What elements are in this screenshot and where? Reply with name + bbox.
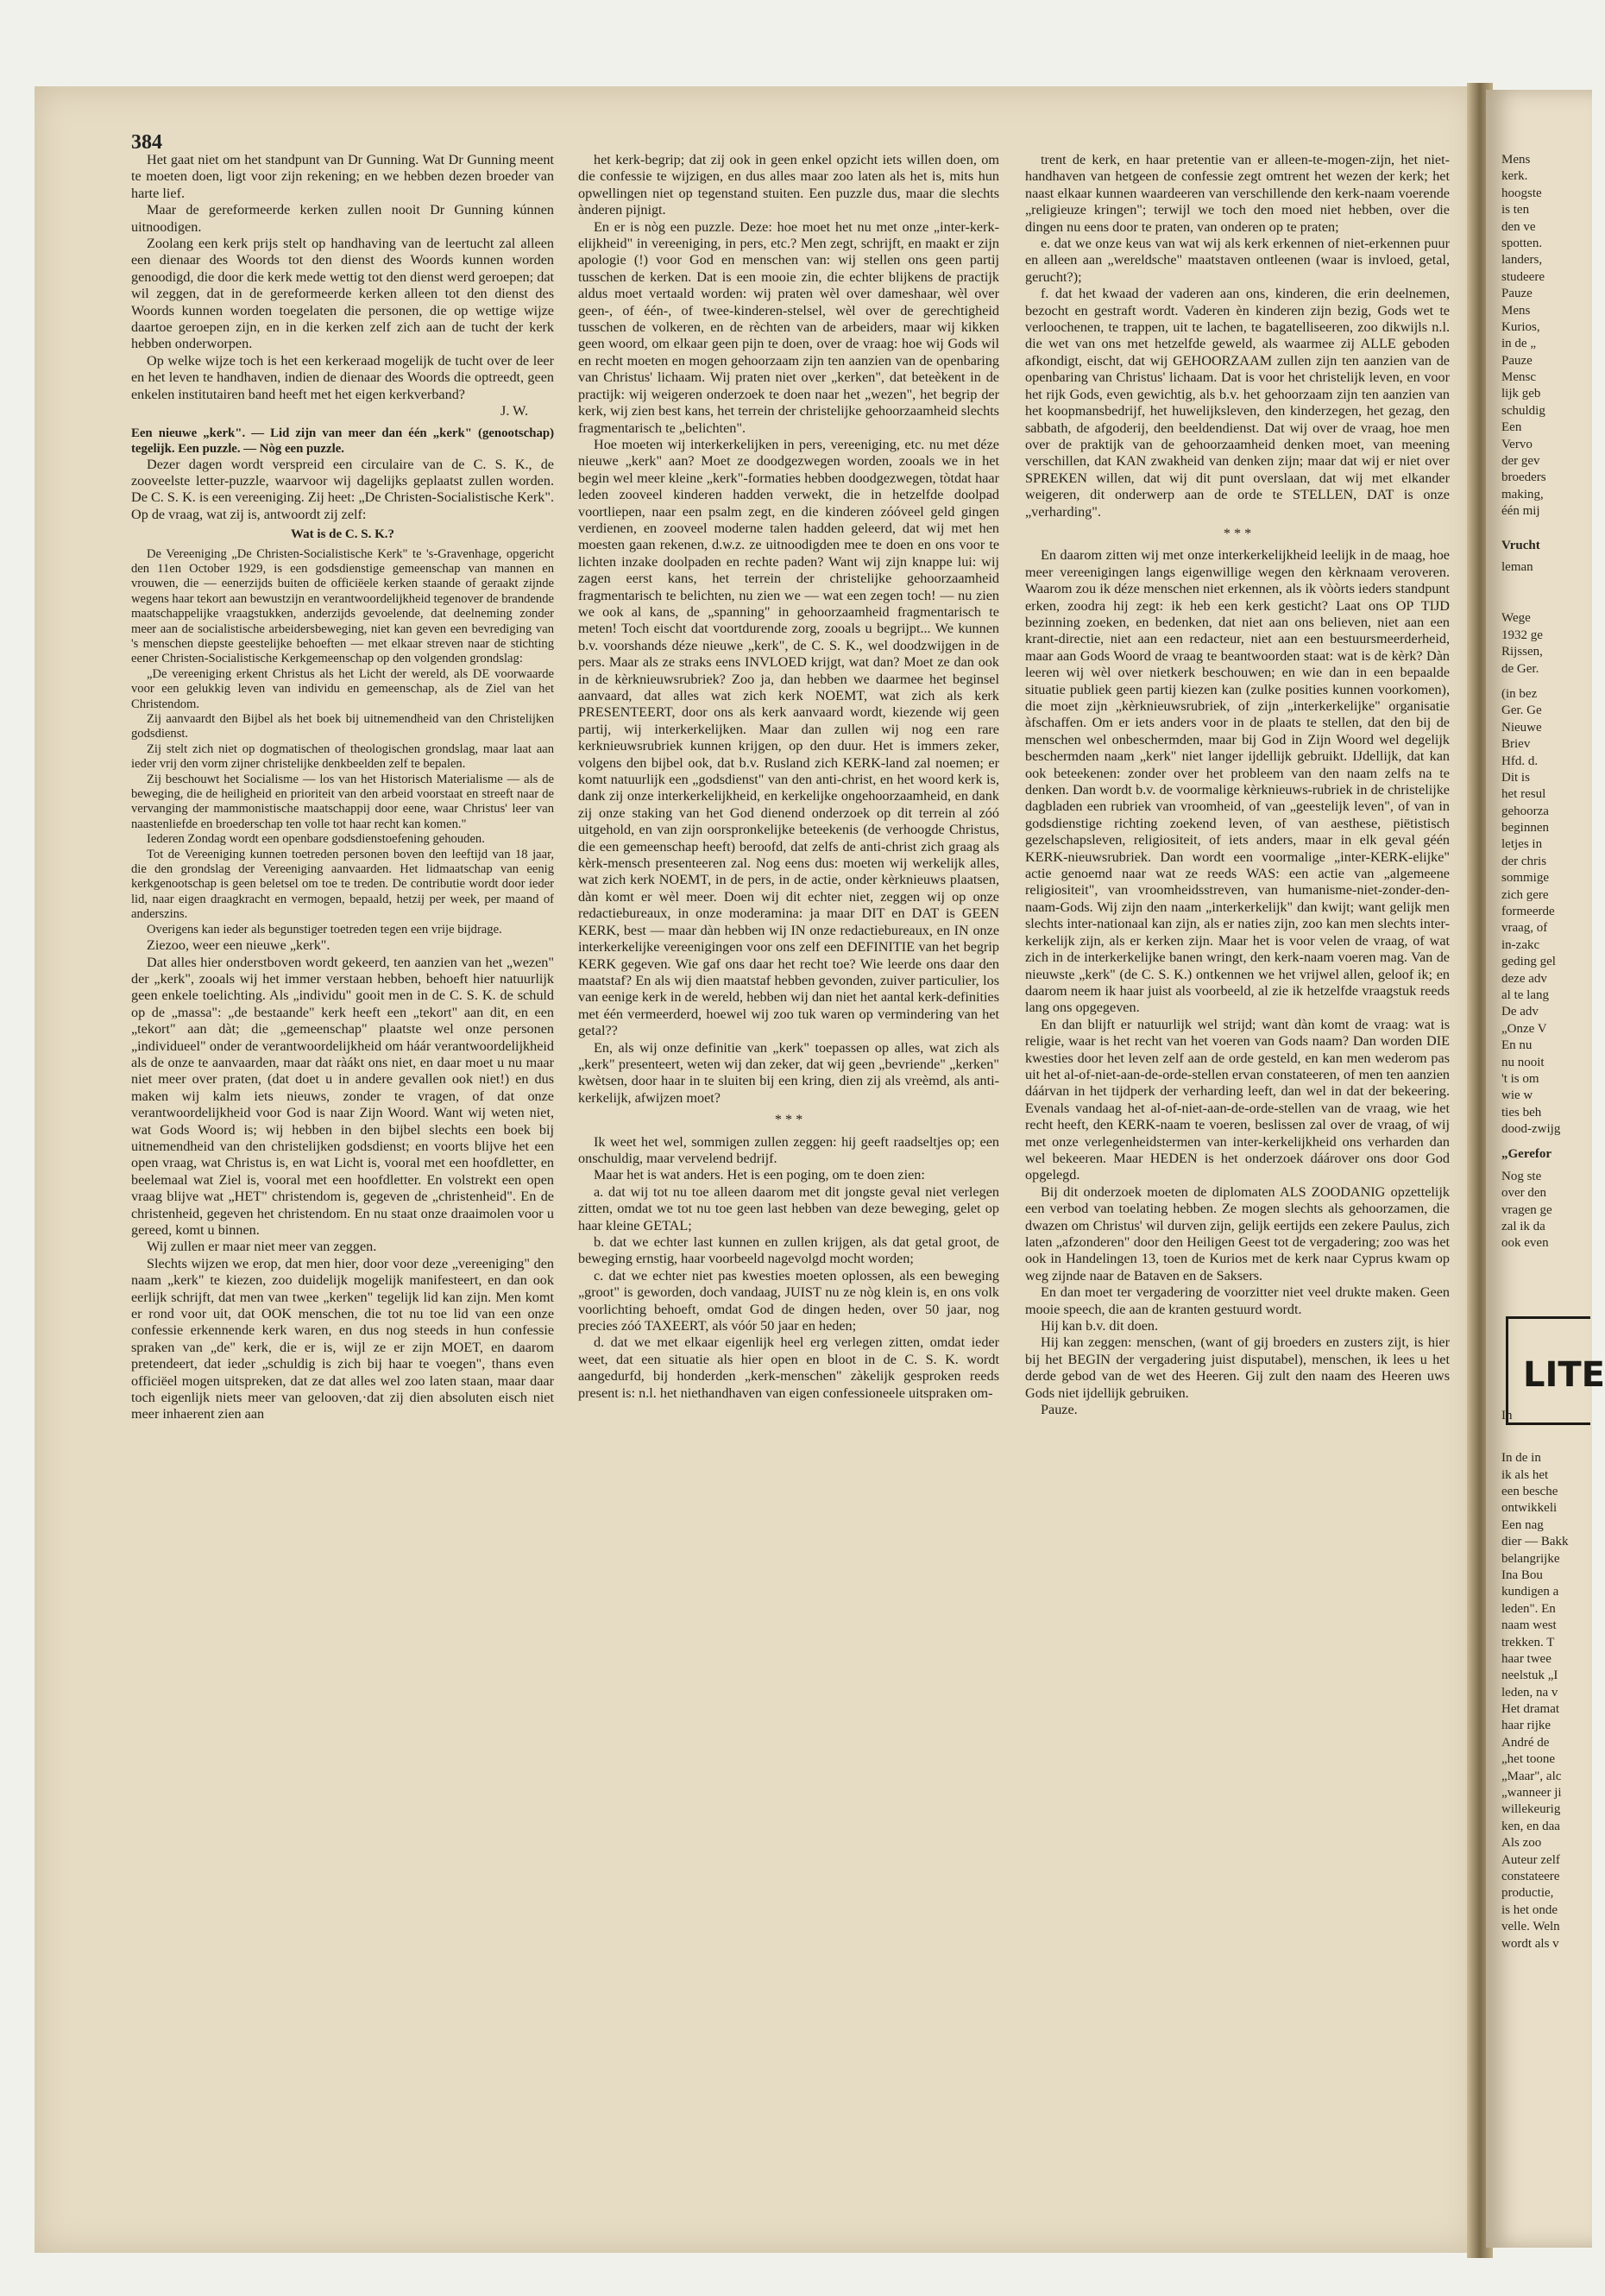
- next-page-line: spotten.: [1501, 236, 1543, 250]
- next-page-line: in de „: [1501, 337, 1536, 351]
- paragraph: Wij zullen er maar niet meer van zeggen.: [147, 1239, 377, 1255]
- next-page-line: 1932 ge: [1501, 628, 1543, 642]
- next-page-line: Het dramat: [1501, 1702, 1560, 1717]
- next-page-line: over den: [1501, 1186, 1547, 1201]
- column-1: [131, 152, 554, 2206]
- next-page-line: Ger. Ge: [1501, 703, 1542, 718]
- quote-paragraph: Zij beschouwt het Socialisme — los van het Historisch Materialisme — als de beweging, die de heiligheid en prioriteit van den arbeid voorstaat en streeft naar de vervanging der mammonistische maatschappij door eene, waar Christus' leer van naastenliefde en broederschap ten volle tot haar recht kan komen.": [131, 772, 554, 831]
- section-heading: Een nieuwe „kerk". — Lid zijn van meer dan één „kerk" (genootschap) tegelijk. Een puzzle. — Nòg een puzzle.: [131, 426, 554, 456]
- next-page-line: der chris: [1501, 854, 1547, 868]
- next-page-line: beginnen: [1501, 821, 1549, 836]
- next-page-line: Pauze: [1501, 287, 1533, 301]
- next-page-line: trekken. T: [1501, 1635, 1555, 1649]
- next-page-line: in-zakc: [1501, 937, 1540, 952]
- quote-paragraph: Zij aanvaardt den Bijbel als het boek bij uitnemendheid van den Christelijken godsdienst.: [131, 712, 554, 741]
- next-page-line: leman: [1501, 559, 1533, 574]
- next-page-line: zich gere: [1501, 887, 1549, 902]
- next-page-line: Mens: [1501, 153, 1531, 167]
- next-page-line: dood-zwijg: [1501, 1122, 1561, 1137]
- next-page-line: zal ik da: [1501, 1220, 1545, 1234]
- paragraph: Pauze.: [1041, 1402, 1078, 1418]
- paragraph: Slechts wijzen we erop, dat men hier, door voor deze „vereeniging" den naam „kerk" te kiezen, zoo duidelijk mogelijk manifesteert, en dan ook eerlijk schrijft, dat men van twee „kerken" tegelijk lid kan zijn. Men komt er rond voor uit, dat OOK menschen, die tot nu toe lid van een onze confessie erkennende kerk waren, en dus nog steeds in hun confessie spraken van „de" kerk, die er is, wijl ze er zijn MOET, en daarom pretendeert, dat ieder „schuldig is zich bij haar te voegen", thans even officiëel mogen uitspreken, dat ze dat alles wel zoo laten staan, maar daar toch eigenlijk niets meer van gelooven,·dat zij dien absoluten eisch niet meer inhaerent zien aan: [131, 1255, 554, 1422]
- paragraph: Hij kan b.v. dit doen.: [1041, 1318, 1159, 1334]
- next-page-line: schuldig: [1501, 403, 1545, 418]
- paragraph: Ik weet het wel, sommigen zullen zeggen: hij geeft raadseltjes op; een onschuldig, maar vervelend bedrijf.: [578, 1133, 999, 1166]
- paragraph: En daarom zitten wij met onze interkerkelijkheid leelijk in de maag, hoe meer vereenigingen langs eigenwillige wegen den kèrknaam veroveren. Waarom zou ik déze menschen niet erkennen, als ik vòòrts ieders standpunt erken, zoodra hij zegt: ik heb een kerk gesticht? Laat ons OP TIJD bezinning zoeken, en bedenken, dat niet aan ons believen, niet aan een krant-directie, niet aan een redacteur, niet aan een bestuursmeerderheid, maar aan Gods Woord de vraag te beantwoorden staat: wat is de kèrk? Dàn leeren wij wèl over nietkerk beschouwen; en wie dan in een bepaalde situatie publiek geen partij kiezen kan (zulke posities kunnen voorkomen), die moet zijn „kèrknieuwsrubriek, of zijn „interkerkelijke" organisatie àfschaffen. Om er iets anders voor in de plaats te stellen, dat den bij de menschen wel onbeschermden, maar bij God in Zijn Woord wel degelijk beschermden naam „kerk" niet langer ijdellijk gebruikt. IJdellijk, dat kan ook beteekenen: zonder over het probleem van den naam zelfs na te denken. Dan wordt b.v. de voormalige kèrknieuws-rubriek in de christelijke dagbladen een rubriek van vroomheid, of van „geestelijk leven", of van in godsdienstige richting zoekend leven, of van aesthese, piëtistisch gezelschapsleven, religiositeit, of iets anders, maar in elk geval géén KERK-nieuwsrubriek. Dan wordt een voormalige „inter-KERK-elijke" actie genoemd naar wat ze reeds WAS: een actie van „algemeene religiositeit", van vroomheidsstreven, van humanisme-niet-zonder-den-naam-Gods. Wij zijn den naam „interkerkelijk" dan kwijt; want gelijk men slechts inter-nationaal kan zijn, als er naties zijn, zoo kan men slechts inter-kerkelijk zijn, als er kerken zijn. Maar het is voor velen de vraag, of wat zich in de interkerkelijke banen wringt, den kerk-naam voeren mag. Van de nieuwste „kerk" (de C. S. K.) ontkennen we het vrijwel allen, geloof ik; en daarom neem ik haar juist als voorbeeld, al zie ik hetzelfde vraagstuk reeds lang ons opgegeven.: [1025, 547, 1450, 1016]
- paragraph: Zoolang een kerk prijs stelt op handhaving van de leertucht zal alleen een dienaar des Woords tot den dienst des Woords kunnen worden genoodigd, die door die kerk mede wettig tot den dienst werd geroepen; dat wil zeggen, dat in de gereformeerde kerken alleen tot den dienst des Woords kunnen worden toegelaten die personen, die op wettige wijze daartoe geroepen zijn, en in die kerken zelf zich aan de tucht der kerk hebben onderworpen.: [131, 236, 554, 352]
- next-page-line: ook even: [1501, 1236, 1549, 1251]
- next-page-line: hoogste: [1501, 186, 1542, 200]
- next-page-line: is ten: [1501, 203, 1530, 218]
- next-page-line: nu nooit: [1501, 1055, 1545, 1069]
- paragraph: Bij dit onderzoek moeten de diplomaten ALS ZOODANIG opzettelijk een verbod van toelating hebben. Ze mogen slechts als gehoorzamen, die dwazen om Christus' wil durven zijn, gelijk eertijds een zekere Paulus, zich laten „afzonderen" door den Heiligen Geest tot de vergadering; zoo was het ook in Handelingen 13, toen de Kurios met de kerk naar Cyprus kwam op weg zijnde naar de Bataven en de Saksers.: [1025, 1183, 1450, 1284]
- paragraph: e. dat we onze keus van wat wij als kerk erkennen of niet-erkennen puur en alleen aan „wereldsche" maatstaven ontleenen (waar is invloed, getal, gerucht?);: [1025, 236, 1450, 285]
- next-page-line: Vervo: [1501, 437, 1533, 451]
- next-page-line: de Ger.: [1501, 661, 1539, 676]
- next-page-line: ken, en daa: [1501, 1819, 1560, 1833]
- signature: J. W.: [500, 403, 528, 419]
- next-page-line: Kurios,: [1501, 319, 1540, 334]
- next-page-line: constateere: [1501, 1869, 1560, 1883]
- paragraph: Dat alles hier onderstboven wordt gekeerd, ten aanzien van het „wezen" der „kerk", zooals wij het immer verstaan hebben, behoeft hier natuurlijk geen enkele toelichting. Als „individu" gooit men in de C. S. K. de schuld op de „massa": „de bestaande" kerk heeft een „tekort" aan dit, en een „tekort" aan dàt; die „gemeenschap" plaatste wel onze personen „individueel" onder de verantwoordelijkheid om háár verantwoordelijkheid als de onze te aanvaarden, maar dat ràákt ons niet, en daar moet u nu maar niet meer over praten, (dat doet u in andere gevallen ook niet!) en dus maken wij kalm iets nieuws, zonder te vragen, of dat onze verantwoordelijkheid voor God is naar Zijn Woord. Want wij weten niet, wat Gods Woord is; wij hebben in den bijbel slechts een boek bij uitnemendheid van den christelijken godsdienst; en voorts blijve het een open vraag, wat Christus is, en wat Licht is, vooral met een hoofdletter, en beelemaal wat Ziel is, vooral met een hoofdletter. En volstrekt een open vraag blijve wat „HET" christendom is, gegeven de „christenheid". En de christenheid, gegeven het christendom. En nu staat onze draaimolen voor u gereed, komt u binnen.: [131, 954, 554, 1238]
- next-page-line: willekeurig: [1501, 1802, 1561, 1817]
- next-page-line: kundigen a: [1501, 1585, 1559, 1599]
- literature-logo: LITE: [1523, 1355, 1605, 1395]
- separator-stars: * * *: [774, 1112, 803, 1128]
- next-page-line: Dit is: [1501, 770, 1530, 785]
- next-page-line: Briev: [1501, 737, 1531, 752]
- paragraph: het kerk-begrip; dat zij ook in geen enkel opzicht iets willen doen, om die confessie te wijzigen, en dus alles maar zoo laten als het is, mits hun opwellingen niet op tegenstand stuiten. Een puzzle dus, maar die slechts ànderen pijnigt.: [578, 152, 999, 218]
- next-page-line: neelstuk „I: [1501, 1668, 1558, 1683]
- next-page-line: En nu: [1501, 1038, 1533, 1053]
- next-page-line: Mens: [1501, 303, 1531, 318]
- paragraph: Hoe moeten wij interkerkelijken in pers, vereeniging, etc. nu met déze nieuwe „kerk" aan? Moet ze doodgezwegen worden, zooals we in het begin wel meer kleine „kerk"-formaties hebben doodgezwegen, tòtdat haar leden zooveel kinderen hadden verwekt, die in hetzelfde doolpad voortliepen, naar een psalm zegt, en die kinderen zóóveel geld gingen verdienen, en zooveel moderne talen hadden geleerd, dat wij met hen moesten gaan rekenen, d.w.z. ze uitnoodigden mee te doen en ons voor te lichten inzake doolpaden en rechte paden? Want wij zijn knappe lui: wij zagen eerst kans, het terrein der christelijke gehoorzaamheid fragmentarisch te belichten, nu zien we — wat een zegen toch! — nu zien we ook al kans, de „spanning" in gehoorzaamheid fragmentarisch te meten! Toch eischt dat voortdurende zorg, zooals u begrijpt... We kunnen b.v. voorshands déze nieuwe „kerk", de C. S. K., wel doodzwijgen in de pers. Maar als ze straks eens INVLOED krijgt, wat dan? Moet ze dan ook in de kèrknieuwsrubriek? Zoo ja, dan hebben we daarmee het beginsel aanvaard, dat alles wat zich kerk NOEMT, wat zich als kerk PRESENTEERT, door ons als kerk aanvaard wordt, kiezende wij geen partij, wij interkerkelijken. Maar dan zullen wij nog een rare kerknieuwsrubriek kunnen krijgen, op den duur. Het is immers zeker, volgens den bijbel ook, dat b.v. Rusland zich KERK-land zal noemen; er komt natuurlijk een „godsdienst" van den anti-christ, en het woord kerk is, dank zij onze interkerkelijkheid, en kerkelijke ongehoorzaamheid, en dank zij onze staking van het God dienend onderzoek op dit terrein al zóó uitgehold, en van zijn oorspronkelijke beteekenis (de verhoogde Christus, die een gemeenschap heeft) beroofd, dat zelfs de anti-christ zich graag als kèrk-mensch presenteeren zal. Nog eens dus: moeten wij werkelijk alles, wat zich kerk NOEMT, in de pers, in de actie, onder kèrknieuws plaatsen, dàn komt er wèl meer. Doen wij dit echter niet, zeggen wij op onze redactiebureaux, in onze moderamina: ja maar DIT en DAT is GEEN KERK, best — maar dàn hebben wij IN onze redactiebureaux, en IN onze interkerkelijke vereenigingen voor ons zelf een DEFINITIE van het begrip KERK gegeven. Wie gaf ons daar het recht toe? Wie leerde ons daar den maatstaf? En als wij dien maatstaf hebben gevonden, zuiver particulier, los van eenige kerk in de wereld, hebben wij dan niet het aantal kerk-definities met één vermeerderd, hoewel wij zoo tuk waren op vermindering van het getal??: [578, 436, 999, 1039]
- quote-paragraph: Zij stelt zich niet op dogmatischen of theologischen grondslag, maar laat aan ieder vrij den vorm zijner christelijke denkbeelden zelf te bepalen.: [131, 741, 554, 772]
- next-page-line: „het toone: [1501, 1752, 1556, 1767]
- paragraph: Op welke wijze toch is het een kerkeraad mogelijk de tucht over de leer en het leven te handhaven, indien de dienaar des Woords die optreedt, geen enkelen institutairen band heeft met het eigen kerkverband?: [131, 352, 554, 402]
- next-page-line: studeere: [1501, 269, 1545, 284]
- next-page-line: „wanneer ji: [1501, 1786, 1562, 1801]
- next-page-line: productie,: [1501, 1886, 1554, 1901]
- next-page-line: is het onde: [1501, 1902, 1558, 1917]
- next-page-line: Pauze: [1501, 353, 1533, 368]
- paragraph: En er is nòg een puzzle. Deze: hoe moet het nu met onze „inter-kerk-elijkheid" in vereeniging, in pers, etc.? Men zegt, schrijft, en maakt er zijn apologie (!) voor God en menschen van: wij stellen ons geen partij tusschen de kerken. Dat is een mooie zin, die echter blijkens de practijk aldus moet vertaald worden: wij praten wèl over dameshaar, wèl over geen-, of één-, of twee-kinderen-stelsel, wèl over de gerechtigheid tusschen de volkeren, en de rèchten van de arbeiders, maar wij kikken geen woord, om elkaar geen pijn te doen, over de vraag: hoe wij Gods wil en recht moeten en mogen gehoorzaam zijn ten aanzien van de openbaring van Christus' lichaam. Wij praten niet over „kerken", dat beteèkent in de practijk: wij weigeren onderzoek te doen naar het „wezen", het begrip der kerk, wij zien best kans, het terrein der christelijke gehoorzaamheid slechts fragmentarisch te „belichten".: [578, 218, 999, 436]
- separator-stars: * * *: [1223, 525, 1252, 541]
- next-page-line: ties beh: [1501, 1105, 1542, 1120]
- paragraph: b. dat we echter last kunnen en zullen krijgen, als dat getal groot, de beweging ernstig, haar voorbeeld nagevolgd mocht worden;: [578, 1234, 999, 1267]
- next-page-line: wie w: [1501, 1088, 1533, 1103]
- next-page-line: Auteur zelf: [1501, 1852, 1560, 1867]
- next-page-line: Nog ste: [1501, 1169, 1542, 1183]
- next-page-line: André de: [1501, 1735, 1550, 1750]
- paragraph: f. dat het kwaad der vaderen aan ons, kinderen, die erin deelnemen, bezocht en gestraft wordt. Vaderen èn kinderen zijn bezig, Gods wet te verloochenen, te trappen, uit te lachen, te bagatelliseeren, zoo dikwijls n.l. die wet van ons met hetzelfde geweld, als waarmee zij ALLE geboden afkondigt, eischt, dat wij GEHOORZAAM zullen zijn ten aanzien van de openbaring van Christus' lichaam. Dat is voor het christelijk leven, en voor het rijk Gods, even gewichtig, als b.v. het gehoorzaam zijn ten aanzien van het koopmansbedrijf, het huwelijksleven, den kinderzegen, het gezag, den sabbath, de afgoderij, den beeldendienst. Dat wij over de vraag, hoe men over de praktijk van de gehoorzaamheid denken moet, van meening verschillen, dat KAN zwakheid van denken zijn; maar dat wij er niet over SPREKEN willen, dat wij dit punt overslaan, dat wij met elkander weigeren, dit onderwerp aan de orde te STELLEN, DAT is onze „verharding".: [1025, 286, 1450, 520]
- page-number: 384: [131, 131, 162, 154]
- next-page-line: Als zoo: [1501, 1836, 1542, 1851]
- next-page-heading: „Gerefor: [1501, 1147, 1552, 1162]
- paragraph: Het gaat niet om het standpunt van Dr Gunning. Wat Dr Gunning meent te moeten doen, ligt voor zijn rekening; en we hebben dezen broeder van harte lief.: [131, 152, 554, 201]
- next-page-line: kerk.: [1501, 169, 1528, 184]
- next-page-line: Hfd. d.: [1501, 754, 1539, 768]
- next-page-line: naam west: [1501, 1618, 1557, 1633]
- next-page-line: al te lang: [1501, 987, 1549, 1002]
- next-page-line: een besche: [1501, 1485, 1558, 1498]
- next-page-line: Een: [1501, 420, 1522, 435]
- next-page-line: Ina Bou: [1501, 1567, 1543, 1582]
- next-page-line: haar rijke: [1501, 1719, 1552, 1733]
- quote-paragraph: „De vereeniging erkent Christus als het Licht der wereld, als DE voorwaarde voor een gelukkig leven van individu en gemeenschap, als de Ziel van het Christendom.: [131, 666, 554, 711]
- next-page-line: De adv: [1501, 1005, 1539, 1019]
- next-page-line: broeders: [1501, 470, 1546, 485]
- column-3: [1025, 152, 1450, 2206]
- next-page-line: leden, na v: [1501, 1685, 1558, 1700]
- quote-paragraph: Tot de Vereeniging kunnen toetreden personen boven den leeftijd van 18 jaar, die den grondslag der Vereeniging aanvaarden. Het lidmaatschap van eenig kerkgenootschap is geen beletsel om toe te treden. De contributie wordt door ieder lid, naar eigen draagkracht en vermogen, bepaald, hetzij per week, per maand of anderszins.: [131, 847, 554, 922]
- next-page-line: velle. Weln: [1501, 1920, 1560, 1934]
- next-page-line: deze adv: [1501, 971, 1547, 986]
- next-page-line: vraag, of: [1501, 921, 1548, 936]
- quote-heading: Wat is de C. S. K.?: [290, 527, 394, 542]
- next-page-line: In: [1501, 1408, 1513, 1422]
- next-page-line: der gev: [1501, 454, 1540, 469]
- next-page-line: „Onze V: [1501, 1021, 1547, 1036]
- next-page-text: [1486, 90, 1592, 1952]
- next-page-heading: Vrucht: [1501, 538, 1540, 552]
- paragraph: c. dat we echter niet pas kwesties moeten oplossen, als een beweging „groot" is geworden, doch vandaag, JUIST nu ze nòg klein is, en ons volk voorlichting behoeft, omdat God de dingen heden, over 50 jaar, nog precies zóó TAXEERT, als vóór 50 jaar en heden;: [578, 1267, 999, 1334]
- paragraph: Maar de gereformeerde kerken zullen nooit Dr Gunning kúnnen uitnoodigen.: [131, 202, 554, 235]
- next-page-line: lijk geb: [1501, 387, 1541, 401]
- paragraph: En, als wij onze definitie van „kerk" toepassen op alles, wat zich als „kerk" presenteert, weten wij dan zeker, dat wij geen „bevriende" „kerken" kwètsen, door haar in te sluiten bij een kring, dien zij als vreèmd, als anti-kerkelijk, afwijzen moet?: [578, 1039, 999, 1106]
- paragraph: Ziezoo, weer een nieuwe „kerk".: [147, 937, 330, 954]
- next-page-line: sommige: [1501, 871, 1549, 886]
- next-page-line: Wege: [1501, 611, 1531, 626]
- next-page-line: Nieuwe: [1501, 720, 1542, 735]
- next-page-line: „Maar", alc: [1501, 1769, 1562, 1783]
- next-page-line: 't is om: [1501, 1071, 1539, 1086]
- next-page-line: making,: [1501, 487, 1544, 501]
- next-page-line: ontwikkeli: [1501, 1501, 1558, 1516]
- next-page-line: het resul: [1501, 787, 1546, 802]
- next-page-line: Een nag: [1501, 1517, 1544, 1532]
- next-page-line: wordt als v: [1501, 1936, 1559, 1951]
- next-page-line: haar twee: [1501, 1651, 1552, 1666]
- next-page-line: één mij: [1501, 504, 1540, 519]
- next-page-line: den ve: [1501, 219, 1536, 234]
- next-page-line: formeerde: [1501, 905, 1555, 919]
- next-page-line: belangrijke: [1501, 1551, 1560, 1566]
- next-page-line: geding gel: [1501, 955, 1556, 969]
- paragraph: trent de kerk, en haar pretentie van er alleen-te-mogen-zijn, het niet-handhaven van hetgeen de confessie zegt omtrent het wezen der kerk; het naast elkaar kunnen waardeeren van verschillende den kerk-naam voerende „religieuze kringen"; terwijl we toch den moed niet hebben, over die dingen nu eens door te praten, van onderen op te praten;: [1025, 152, 1450, 235]
- paragraph: Hij kan zeggen: menschen, (want of gij broeders en zusters zijt, is hier bij het BEGIN der vergadering juist disputabel), menschen, ik lees u het derde gebod van de wet des Heeren. Gij zult den naam des Heeren uws Gods niet ijdellijk gebruiken.: [1025, 1334, 1450, 1401]
- paragraph: En dan moet ter vergadering de voorzitter niet veel drukte maken. Geen mooie speech, die aan de kranten gestuurd wordt.: [1025, 1284, 1450, 1317]
- next-page-line: (in bez: [1501, 686, 1538, 701]
- quote-paragraph: De Vereeniging „De Christen-Socialistische Kerk" te 's-Gravenhage, opgericht den 11en October 1929, is een godsdienstige gemeenschap van mannen en vrouwen, die — eenerzijds buiten de officiëele kerken staande of geraakt zijnde wegens haar tekort aan bewustzijn en verantwoordelijkheid tegenover de brandende maatschappelijke vraagstukken, anderzijds gevoelende, dat deelneming zonder meer aan de socialistische arbeidersbeweging, niet kan geven een bevrediging van 's menschen diepste geestelijke behoeften — met elkaar streven naar de stichting eener Christen-Socialistische Kerkgemeenschap op den volgenden grondslag:: [131, 546, 554, 666]
- paragraph: a. dat wij tot nu toe alleen daarom met dit jongste geval niet verlegen zitten, omdat we tot nu toe geen last hebben van deze beweging, gelet op haar kleine GETAL;: [578, 1183, 999, 1233]
- next-page-line: leden". En: [1501, 1601, 1556, 1616]
- next-page-line: letjes in: [1501, 837, 1543, 852]
- next-page-line: Mensc: [1501, 370, 1536, 385]
- next-page-line: vragen ge: [1501, 1202, 1552, 1217]
- paragraph: d. dat we met elkaar eigenlijk heel erg verlegen zitten, omdat ieder weet, dat een situatie als hier open en bloot in de C. S. K. wordt aangedurfd, bij honderden „kerk-menschen" zàkelijk gesproken reeds present is: n.l. het niethandhaven van eigen confessioneele uitspraken om-: [578, 1334, 999, 1401]
- paragraph: Maar het is wat anders. Het is een poging, om te doen zien:: [594, 1167, 925, 1183]
- next-page-line: gehoorza: [1501, 804, 1549, 818]
- next-page-line: ik als het: [1501, 1467, 1549, 1482]
- quote-paragraph: Overigens kan ieder als begunstiger toetreden tegen een vrije bijdrage.: [147, 922, 502, 937]
- next-page: [1486, 90, 1592, 2248]
- paragraph: Dezer dagen wordt verspreid een circulaire van de C. S. K., de zooveelste letter-puzzle, waarvoor wij dagelijks geplaatst zullen worden. De C. S. K. is een vereeniging. Zij heet: „De Christen-Socialistische Kerk". Op de vraag, wat zij is, antwoordt zij zelf:: [131, 456, 554, 522]
- next-page-line: landers,: [1501, 253, 1543, 268]
- column-2: [578, 152, 999, 2206]
- next-page-line: Rijssen,: [1501, 645, 1543, 659]
- quote-paragraph: Iederen Zondag wordt een openbare godsdienstoefening gehouden.: [147, 832, 485, 847]
- next-page-line: In de in: [1501, 1451, 1541, 1466]
- paragraph: En dan blijft er natuurlijk wel strijd; want dàn komt de vraag: wat is religie, waar is het recht van het voeren van Gods naam? Dan worden DIE kwesties door het leven zelf aan de orde gesteld, en kan men wederom pas uit het al-of-niet-aan-de-orde-stellen ervan constateeren, of men ten aanzien dáárvan in het tijdperk der verharding leeft, dan wel in dat der bekeering. Evenals vandaag het al-of-niet-aan-de-orde-stellen van de vraag, wie het recht heeft, den KERK-naam te voeren, beslissen zal over de vraag, of wij met onze verlegenheidstermen van inter-kerkelijkheid ons verharden dan wel bekeeren. Maar HEDEN is het onderzoek dáárover ons door God opgelegd.: [1025, 1016, 1450, 1183]
- next-page-line: dier — Bakk: [1501, 1535, 1569, 1549]
